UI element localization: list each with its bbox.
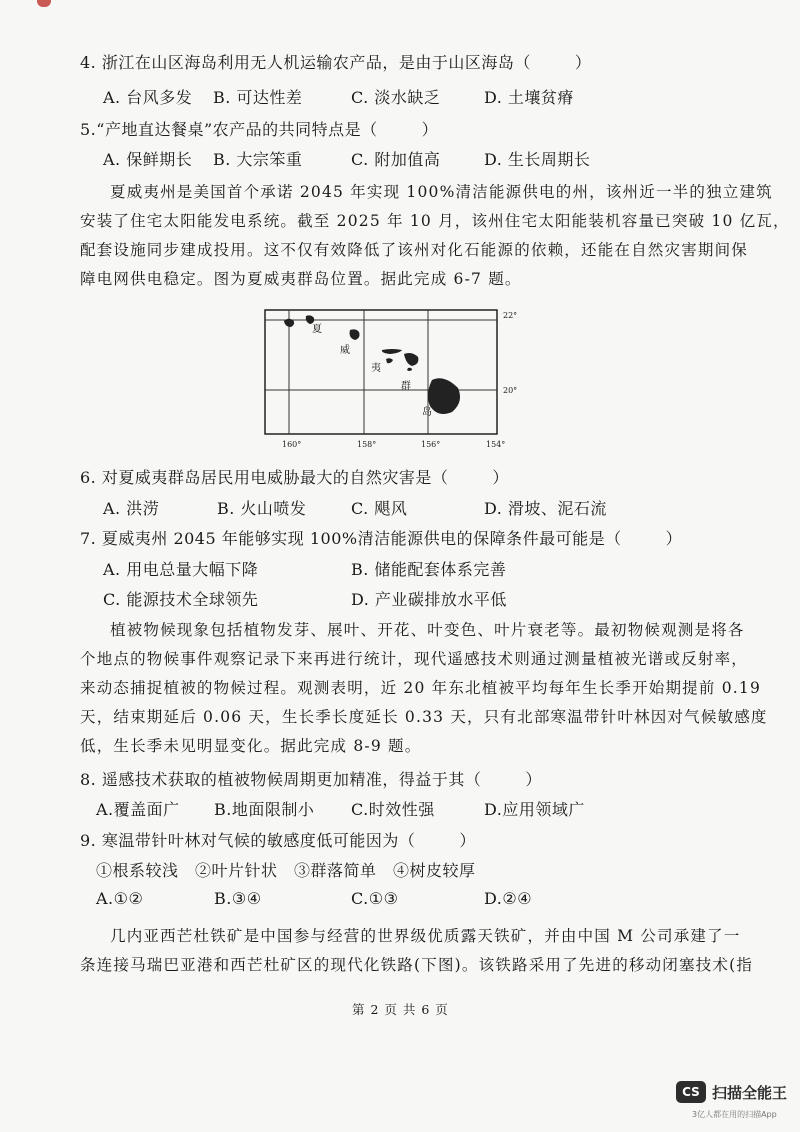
q9-option-a: A.①② [96,889,144,908]
q6-option-a: A. 洪涝 [103,499,160,518]
island-niihau [284,319,294,327]
island-lanai [386,358,393,363]
lat-label-20: 20° [503,386,518,395]
map-label-char: 夷 [371,363,381,374]
page-number: 第 2 页 共 6 页 [352,1002,449,1017]
passage-1-line: 夏威夷州是美国首个承诺 2045 年实现 100%清洁能源供电的州，该州近一半的独立建筑 [110,183,773,201]
question-9-stem: 9. 寒温带针叶林对气候的敏感度低可能因为（ ） [80,831,476,850]
q5-option-d: D. 生长周期长 [484,150,591,169]
q6-option-b: B. 火山喷发 [217,499,307,518]
q9-option-c: C.①③ [351,889,399,908]
passage-2-line: 植被物候现象包括植物发芽、展叶、开花、叶变色、叶片衰老等。最初物候观测是将各 [110,621,745,639]
passage-3-line: 条连接马瑞巴亚港和西芒杜矿区的现代化铁路(下图)。该铁路采用了先进的移动闭塞技术(指 [80,956,754,974]
passage-1-line: 障电网供电稳定。图为夏威夷群岛位置。据此完成 6-7 题。 [80,270,522,288]
question-5-stem: 5.“产地直达餐桌”农产品的共同特点是（ ） [80,120,439,139]
hawaii-map [262,302,530,452]
q6-option-c: C. 飓风 [351,499,408,518]
passage-2-line: 低，生长季未见明显变化。据此完成 8-9 题。 [80,737,422,755]
map-label-char: 威 [340,345,350,356]
q7-option-d: D. 产业碳排放水平低 [351,590,507,609]
lon-label-160: 160° [282,440,302,449]
passage-2-line: 个地点的物候事件观察记录下来再进行统计，现代遥感技术则通过测量植被光谱或反射率， [80,650,749,668]
q8-option-c: C.时效性强 [351,800,435,819]
q4-option-d: D. 土壤贫瘠 [484,88,574,107]
q5-option-c: C. 附加值高 [351,150,441,169]
q9-option-d: D.②④ [484,889,533,908]
question-6-stem: 6. 对夏威夷群岛居民用电威胁最大的自然灾害是（ ） [80,468,509,487]
q5-option-b: B. 大宗笨重 [213,150,303,169]
q8-option-a: A.覆盖面广 [96,800,180,819]
passage-2-line: 来动态捕捉植被的物候过程。观测表明，近 20 年东北植被平均每年生长季开始期提前 0.19 [80,679,762,697]
q7-option-c: C. 能源技术全球领先 [103,590,259,609]
island-kahoolawe [407,368,412,371]
island-hawaii-big-island [428,378,460,414]
island-maui [404,353,418,366]
q8-option-b: B.地面限制小 [214,800,315,819]
question-8-stem: 8. 遥感技术获取的植被物候周期更加精准，得益于其（ ） [80,770,542,789]
question-4-stem: 4. 浙江在山区海岛利用无人机运输农产品，是由于山区海岛（ ） [80,53,592,72]
q4-option-b: B. 可达性差 [213,88,303,107]
passage-2-line: 天，结束期延后 0.06 天，生长季长度延长 0.33 天，只有北部寒温带针叶林因对气候敏感度 [80,708,768,726]
scanner-tagline: 3亿人都在用的扫描App [692,1110,777,1119]
question-7-stem: 7. 夏威夷州 2045 年能够实现 100%清洁能源供电的保障条件最可能是（ ） [80,529,683,548]
q8-option-d: D.应用领域广 [484,800,585,819]
q4-option-c: C. 淡水缺乏 [351,88,441,107]
q7-option-b: B. 储能配套体系完善 [351,560,507,579]
q9-statements: ①根系较浅 ②叶片针状 ③群落简单 ④树皮较厚 [96,861,476,880]
map-label-char: 夏 [312,324,322,335]
passage-1-line: 配套设施同步建成投用。这不仅有效降低了该州对化石能源的依赖，还能在自然灾害期间保 [80,241,749,259]
lon-label-158: 158° [357,440,377,449]
passage-1-line: 安装了住宅太阳能发电系统。截至 2025 年 10 月，该州住宅太阳能装机容量已突破 10 亿瓦， [80,212,790,230]
q7-option-a: A. 用电总量大幅下降 [103,560,259,579]
island-oahu [350,329,360,340]
top-edge-mark [37,0,51,7]
passage-3-line: 几内亚西芒杜铁矿是中国参与经营的世界级优质露天铁矿，并由中国 M 公司承建了一 [110,927,741,945]
q4-option-a: A. 台风多发 [103,88,193,107]
island-kauai [306,315,314,324]
lon-label-154: 154° [486,440,506,449]
q9-option-b: B.③④ [214,889,262,908]
scanner-app-name: 扫描全能王 [712,1084,788,1102]
lat-label-22: 22° [503,311,518,320]
q5-option-a: A. 保鲜期长 [103,150,193,169]
map-label-char: 岛 [422,407,432,418]
hawaii-map-figure [262,302,530,452]
q6-option-d: D. 滑坡、泥石流 [484,499,607,518]
island-molokai [382,349,402,354]
camscanner-logo-icon: CS [676,1081,706,1103]
map-label-char: 群 [401,381,411,392]
lon-label-156: 156° [421,440,441,449]
